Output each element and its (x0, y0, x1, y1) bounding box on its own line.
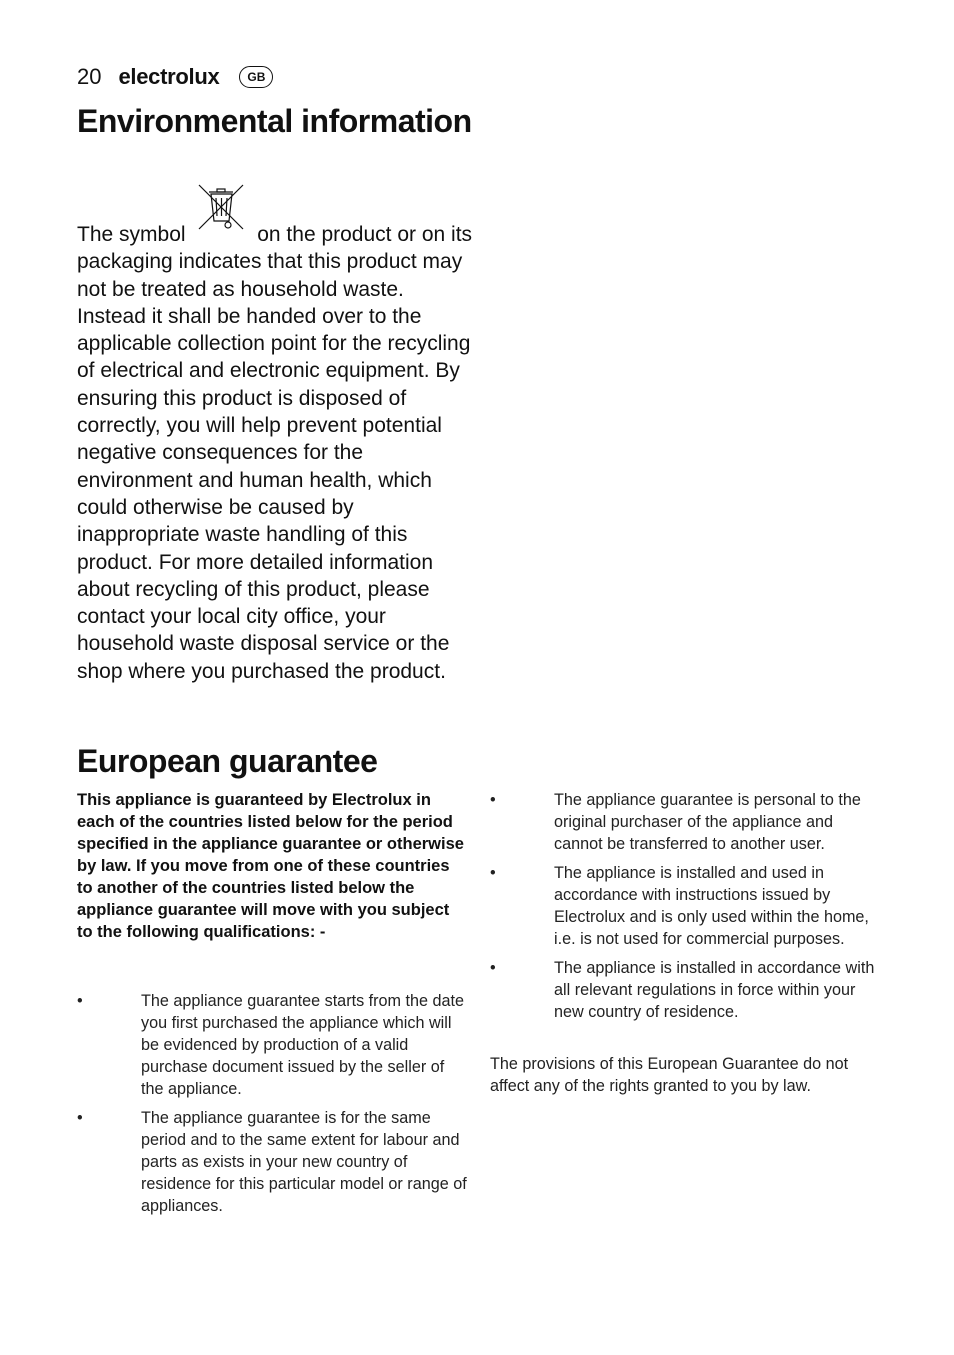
environmental-paragraph (77, 195, 477, 685)
bullet-icon: • (77, 992, 83, 1010)
list-item-text: The appliance is installed and used in accordance with instructions issued by Electrolux and is only used within the home, i.e. is not used for commercial purposes. (554, 864, 869, 948)
env-text-before-symbol: The symbol (77, 223, 186, 246)
page-number: 20 (77, 64, 102, 89)
guarantee-intro: This appliance is guaranteed by Electrolux in each of the countries listed below for the period specified in the appliance guarantee or otherwise by law. If you move from one of these countries to another of the countries listed below the appliance guarantee will move with you subject to the following qualifications: - (77, 791, 464, 941)
guarantee-closing-note: The provisions of this European Guarantee do not affect any of the rights granted to you by law. (490, 1055, 849, 1095)
bullet-icon: • (490, 791, 496, 809)
brand-name: electrolux (118, 64, 220, 89)
country-badge: GB (239, 66, 273, 88)
environmental-title: Environmental information (77, 103, 472, 139)
left-bullet-list (77, 990, 467, 1217)
list-item-text: The appliance is installed in accordance with all relevant regulations in force within your new country of residence. (554, 959, 875, 1021)
crossed-out-wheelie-bin-icon (195, 181, 247, 233)
list-item (490, 862, 880, 950)
right-bullet-list (490, 789, 880, 1023)
list-item-text: The appliance guarantee is personal to the original purchaser of the appliance and cannot be transferred to another user. (554, 791, 861, 853)
list-item (490, 957, 880, 1023)
guarantee-title: European guarantee (77, 743, 378, 779)
bullet-icon: • (490, 864, 496, 882)
bullet-icon: • (490, 959, 496, 977)
page-header (77, 62, 273, 92)
guarantee-left-column (77, 789, 467, 1224)
list-item (77, 1107, 467, 1217)
env-text-after-symbol: on the product or on its packaging indicates that this product may not be treated as household waste. Instead it shall be handed over to the applicable collection point for the recycling of electrical and electronic equipment. By ensuring this product is disposed of correctly, you will help prevent potential negative consequences for the environment and human health, which could otherwise be caused by inappropriate waste handling of this product. For more detailed information about recycling of this product, please contact your local city office, your household waste disposal service or the shop where you purchased the product. (77, 223, 473, 683)
list-item-text: The appliance guarantee is for the same period and to the same extent for labour and parts as exists in your new country of residence for this particular model or range of appliances. (141, 1109, 467, 1215)
list-item (490, 789, 880, 855)
list-item (77, 990, 467, 1100)
list-item-text: The appliance guarantee starts from the date you first purchased the appliance which will be evidenced by production of a valid purchase document issued by the seller of the appliance. (141, 992, 465, 1098)
guarantee-right-column (490, 789, 880, 1097)
bullet-icon: • (77, 1109, 83, 1127)
